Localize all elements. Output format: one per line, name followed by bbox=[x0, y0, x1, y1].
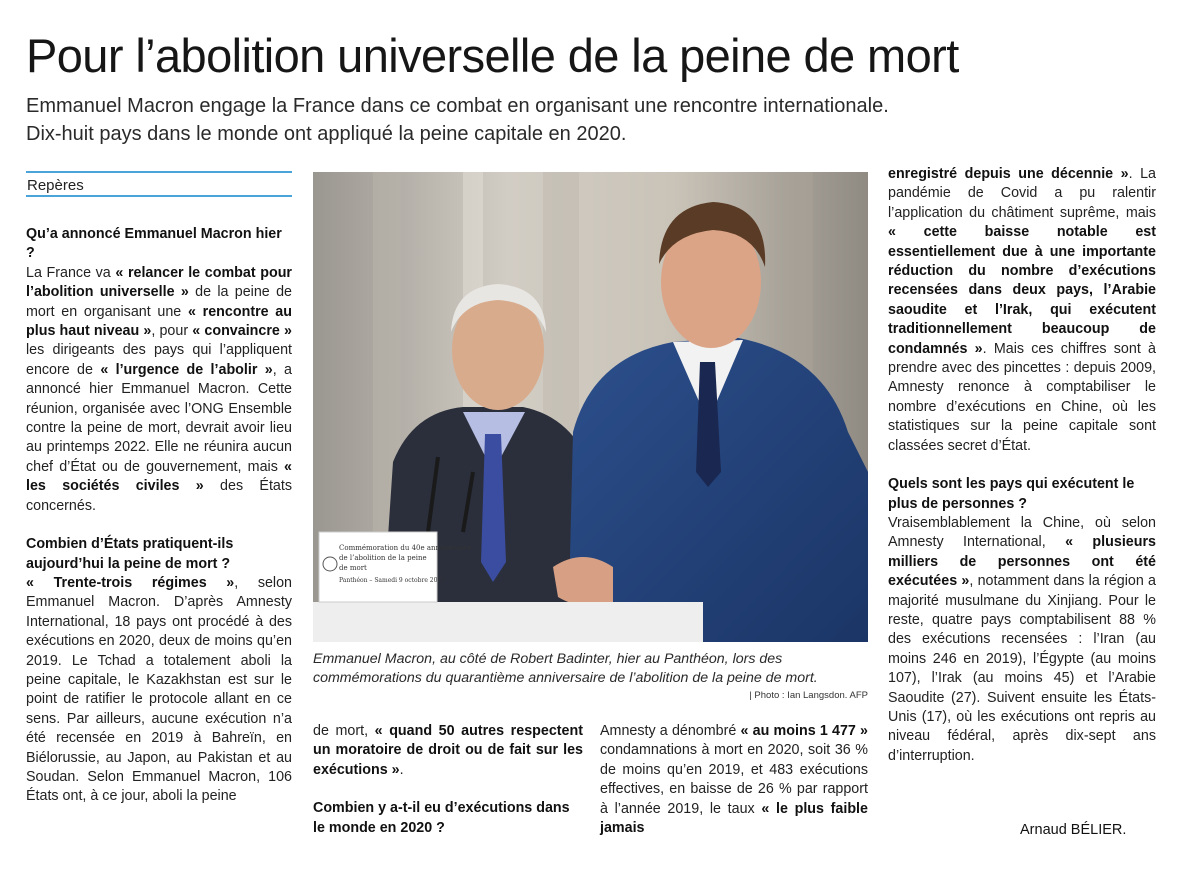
photo-credit: | Photo : Ian Langsdon. AFP bbox=[749, 690, 868, 701]
column-2 bbox=[313, 722, 583, 838]
paragraph: Vraisemblablement la Chine, où selon Amnesty International, « plusieurs milliers de personnes ont été exécutées », notamment dans la région a majorité musulmane du Xinjiang. Pour le reste, quatre pays comptabilisent 88 % des exécutions recensées : l’Iran (au moins 246 en 2019), l’Égypte (au moins 107), l’Irak (au moins 45) et l’Arabie Saoudite (27). Suivent ensuite les États-Unis (17), où les exécutions ont repris au niveau fédéral, après dix-sept ans d’interruption. bbox=[888, 514, 1156, 764]
paragraph: La France va « relancer le combat pour l’abolition universelle » de la peine de mort en organisant une « rencontre au plus haut niveau », pour « convaincre » les dirigeants des pays qui l’appliquent encore de « l’urgence de l’abolir », a annoncé hier Emmanuel Macron. Cette réunion, organisée avec l’ONG Ensemble contre la peine de mort, devrait avoir lieu au printemps 2022. Elle ne réunira aucun chef d’État ou de gouvernement, mais « les sociétés civiles » des États concernés. bbox=[26, 264, 293, 514]
author-signature: Arnaud BÉLIER. bbox=[1020, 822, 1127, 838]
column-1 bbox=[26, 225, 292, 807]
column-4 bbox=[888, 165, 1156, 766]
section-label: Repères bbox=[27, 177, 84, 194]
lectern-sign-text: de mort bbox=[339, 564, 367, 572]
question-heading: Quels sont les pays qui exécutent le plus de personnes ? bbox=[888, 476, 1135, 512]
lectern-sign-text: Panthéon – Samedi 9 octobre 2021 bbox=[339, 577, 446, 584]
lectern-sign-text: Commémoration du 40e anniversaire bbox=[339, 544, 472, 552]
article-photo bbox=[313, 172, 868, 642]
headline: Pour l’abolition universelle de la peine de mort bbox=[26, 29, 959, 82]
question-heading: Combien d’États pratiquent-ils aujourd’hui la peine de mort ? bbox=[26, 536, 234, 572]
question-heading: Qu’a annoncé Emmanuel Macron hier ? bbox=[26, 226, 282, 262]
photo-caption: Emmanuel Macron, au côté de Robert Badinter, hier au Panthéon, lors des commémorations du quarantième anniversaire de l’abolition de la peine de mort. bbox=[313, 651, 818, 686]
column-3 bbox=[600, 722, 868, 838]
paragraph: Amnesty a dénombré « au moins 1 477 » condamnations à mort en 2020, soit 36 % de moins qu’en 2019, et 483 exécutions effectives, en baisse de 26 % par rapport à l’année 2019, le taux « le plus faible jamais bbox=[600, 723, 868, 837]
lectern-sign-text: de l’abolition de la peine bbox=[339, 554, 427, 562]
paragraph: « Trente-trois régimes », selon Emmanuel Macron. D’après Amnesty International, 18 pays ont procédé à des exécutions en 2020, deux de moins qu’en 2019. Le Tchad a totalement aboli la peine capitale, le Kazakhstan est sur le point de ratifier le protocole allant en ce sens. Par ailleurs, aucune exécution n’a été recensée en 2019 à Bahreïn, en Biélorussie, au Japon, au Pakistan et au Soudan. Selon Emmanuel Macron, 106 États ont, à ce jour, aboli la peine bbox=[26, 574, 292, 805]
paragraph: de mort, « quand 50 autres respectent un moratoire de droit ou de fait sur les exécutions ». bbox=[313, 723, 583, 778]
section-label-box bbox=[26, 171, 292, 197]
subtitle-line: Emmanuel Macron engage la France dans ce combat en organisant une rencontre internationale. bbox=[26, 95, 889, 117]
subtitle bbox=[26, 92, 889, 148]
question-heading: Combien y a-t-il eu d’exécutions dans le monde en 2020 ? bbox=[313, 800, 570, 836]
paragraph: enregistré depuis une décennie ». La pandémie de Covid a pu ralentir l’application du châtiment suprême, mais « cette baisse notable est essentiellement due à une importante réduction du nombre d’exécutions recensées dans deux pays, l’Arabie saoudite et l’Irak, qui exécutent traditionnellement beaucoup de condamnés ». Mais ces chiffres sont à prendre avec des pincettes : depuis 2009, Amnesty renonce à comptabiliser le nombre d’exécutions en Chine, où les statistiques sur la peine capitale sont classées secret d’État. bbox=[888, 166, 1156, 454]
subtitle-line: Dix-huit pays dans le monde ont appliqué la peine capitale en 2020. bbox=[26, 123, 627, 145]
